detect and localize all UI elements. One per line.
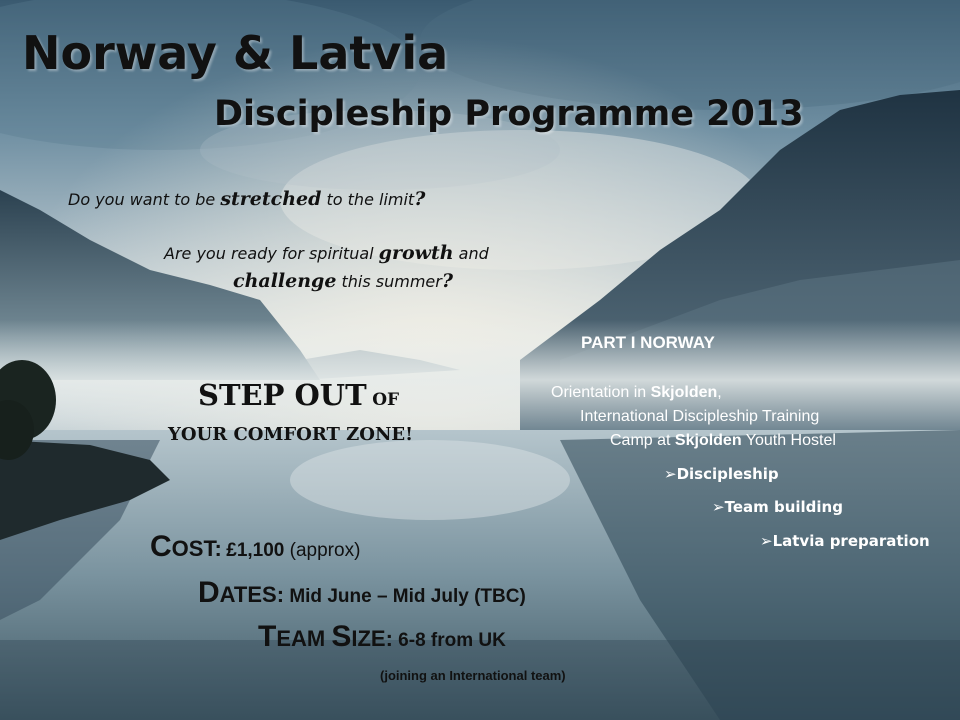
part1-emphasis: Skjolden <box>674 432 742 449</box>
part1-heading: PART I NORWAY <box>581 333 715 352</box>
question-text: this summer <box>336 272 442 291</box>
question-emphasis: challenge <box>233 270 337 292</box>
cost-line <box>150 530 360 564</box>
question-stretched <box>68 188 425 210</box>
part1-line1 <box>551 384 722 402</box>
bullet-label: Team building <box>724 498 843 516</box>
question-emphasis: stretched <box>220 188 322 210</box>
dates-label-cap: D <box>198 576 220 609</box>
cost-note: (approx) <box>284 540 361 561</box>
bullet-label: Discipleship <box>676 465 779 483</box>
size-label: IZE: <box>351 626 393 651</box>
bullet-item <box>664 465 779 483</box>
question-mark: ? <box>441 270 453 292</box>
step-out-line1 <box>198 378 399 412</box>
bullet-item <box>760 532 930 550</box>
question-growth-line2 <box>233 270 453 292</box>
arrow-bullet-icon: ➢ <box>712 498 725 516</box>
dates-label: ATES: <box>219 582 285 607</box>
step-out-of: OF <box>372 390 400 410</box>
dates-line <box>198 576 526 610</box>
dates-value: Mid June – Mid July (TBC) <box>284 586 526 607</box>
step-out-text: STEP OUT <box>198 378 367 412</box>
part1-text: Orientation in <box>551 384 651 401</box>
question-text: and <box>453 244 489 263</box>
question-text: to the limit <box>321 190 415 209</box>
part1-text: , <box>717 384 722 401</box>
bullet-item <box>712 498 843 516</box>
part1-text: Camp at <box>610 432 675 449</box>
cost-label: OST: <box>171 536 222 561</box>
cost-value: £1,100 <box>226 540 285 561</box>
team-size-value: 6-8 from UK <box>392 630 506 651</box>
team-label-cap: T <box>258 620 277 653</box>
team-size-line <box>258 620 506 654</box>
team-label: EAM <box>276 626 332 651</box>
part1-line2: International Discipleship Training <box>580 408 820 425</box>
page-title: Norway & Latvia <box>22 26 449 80</box>
part1-line3 <box>610 432 836 450</box>
page-subtitle: Discipleship Programme 2013 <box>214 94 804 134</box>
size-label-cap: S <box>331 620 352 653</box>
question-text: Do you want to be <box>68 190 221 209</box>
question-mark: ? <box>414 188 426 210</box>
arrow-bullet-icon: ➢ <box>760 532 773 550</box>
arrow-bullet-icon: ➢ <box>664 465 677 483</box>
part1-text: Youth Hostel <box>741 432 836 449</box>
cost-label-cap: C <box>150 530 172 563</box>
question-emphasis: growth <box>378 242 454 264</box>
part1-emphasis: Skjolden <box>650 384 718 401</box>
step-out-line2: YOUR COMFORT ZONE! <box>168 424 414 445</box>
question-growth-line1 <box>164 242 489 264</box>
bullet-label: Latvia preparation <box>772 532 930 550</box>
team-note: (joining an International team) <box>380 668 566 683</box>
question-text: Are you ready for spiritual <box>164 244 379 263</box>
